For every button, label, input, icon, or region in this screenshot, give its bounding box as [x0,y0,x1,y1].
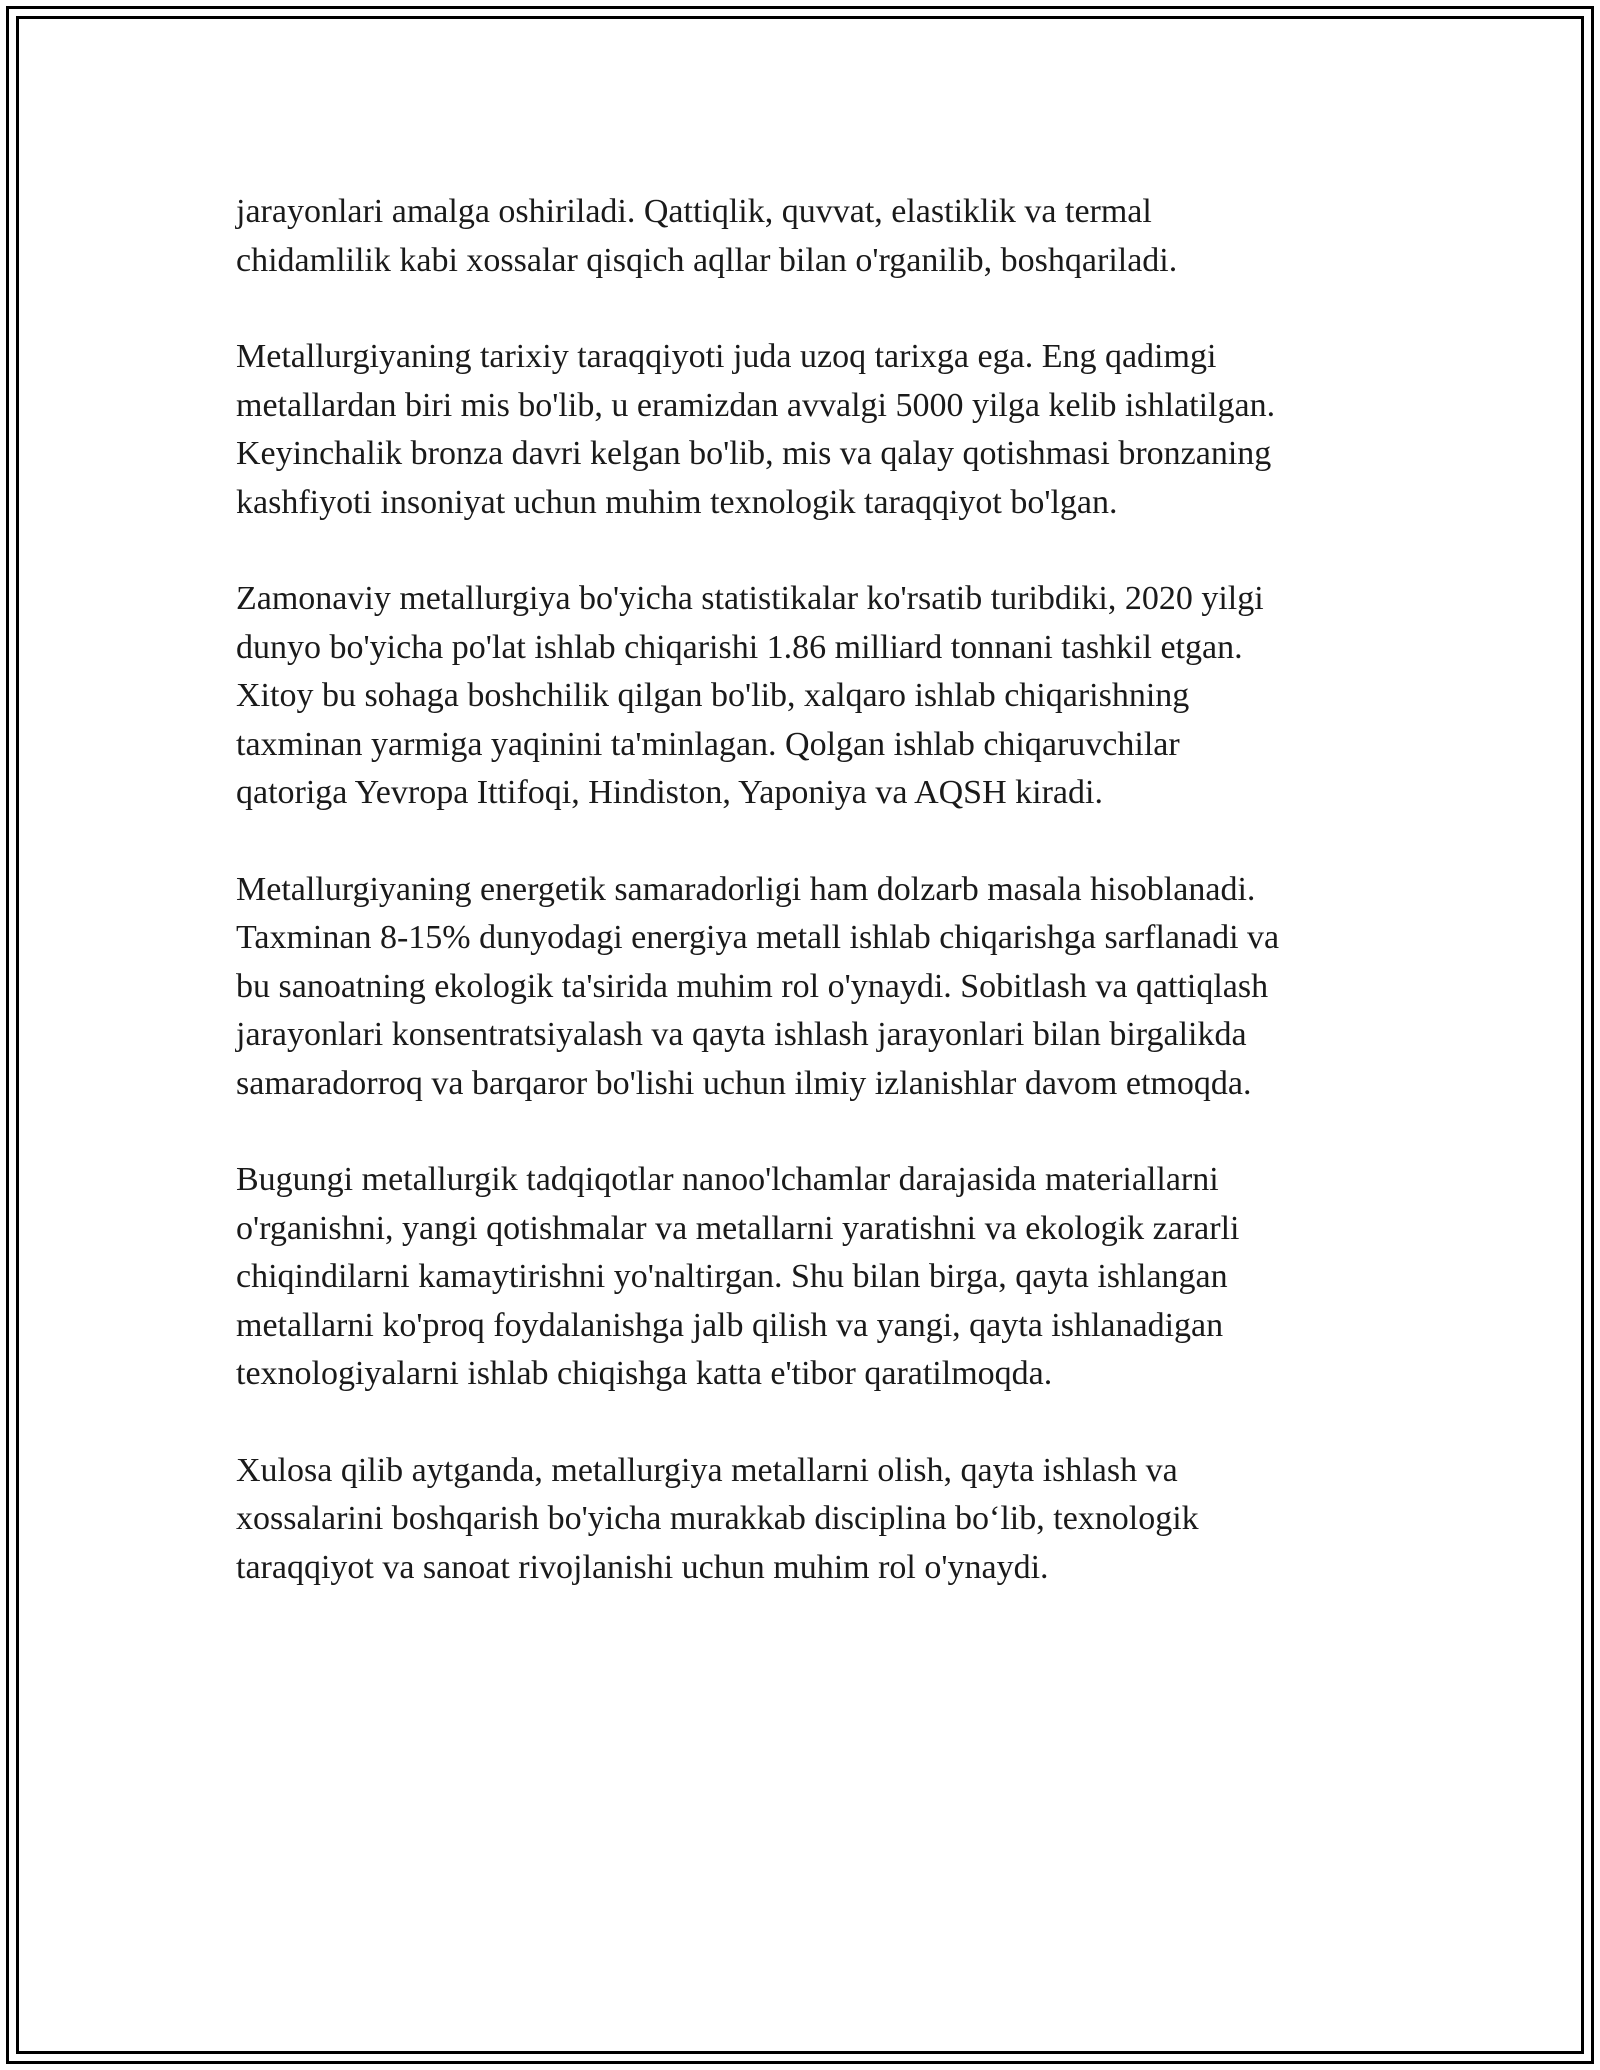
paragraph-1: jarayonlari amalga oshiriladi. Qattiqlik, quvvat, elastiklik va termal chidamlilik kabi xossalar qisqich aqllar bilan o'rganilib, boshqariladi. [236,193,1178,279]
paragraph-2: Metallurgiyaning tarixiy taraqqiyoti juda uzoq tarixga ega. Eng qadimgi metallardan biri mis bo'lib, u eramizdan avvalgi 5000 yilga kelib ishlatilgan. Keyinchalik bronza davri kelgan bo'lib, mis va qalay qotishmasi bronzaning kashfiyoti insoniyat uchun muhim texnologik taraqqiyot bo'lgan. [236,338,1276,521]
paragraph-5: Bugungi metallurgik tadqiqotlar nanoo'lchamlar darajasida materiallarni o'rganishni, yangi qotishmalar va metallarni yaratishni va ekologik zararli chiqindilarni kamaytirishni yo'naltirgan. Shu bilan birga, qayta ishlangan metallarni ko'proq foydalanishga jalb qilish va yangi, qayta ishlanadigan texnologiyalarni ishlab chiqishga katta e'tibor qaratilmoqda. [236,1161,1240,1392]
paragraph-3: Zamonaviy metallurgiya bo'yicha statistikalar ko'rsatib turibdiki, 2020 yilgi dunyo bo'yicha po'lat ishlab chiqarishi 1.86 milliard tonnani tashkil etgan. Xitoy bu sohaga boshchilik qilgan bo'lib, xalqaro ishlab chiqarishning taxminan yarmiga yaqinini ta'minlagan. Qolgan ishlab chiqaruvchilar qatoriga Yevropa Ittifoqi, Hindiston, Yaponiya va AQSH kiradi. [236,580,1264,811]
document-body [236,188,1386,1640]
paragraph-6: Xulosa qilib aytganda, metallurgiya metallarni olish, qayta ishlash va xossalarini boshqarish bo'yicha murakkab disciplina bo‘lib, texnologik taraqqiyot va sanoat rivojlanishi uchun muhim rol o'ynaydi. [236,1451,1199,1586]
paragraph-4: Metallurgiyaning energetik samaradorligi ham dolzarb masala hisoblanadi. Taxminan 8-15% dunyodagi energiya metall ishlab chiqarishga sarflanadi va bu sanoatning ekologik ta'sirida muhim rol o'ynaydi. Sobitlash va qattiqlash jarayonlari konsentratsiyalash va qayta ishlash jarayonlari bilan birgalikda samaradorroq va barqaror bo'lishi uchun ilmiy izlanishlar davom etmoqda. [236,870,1280,1102]
